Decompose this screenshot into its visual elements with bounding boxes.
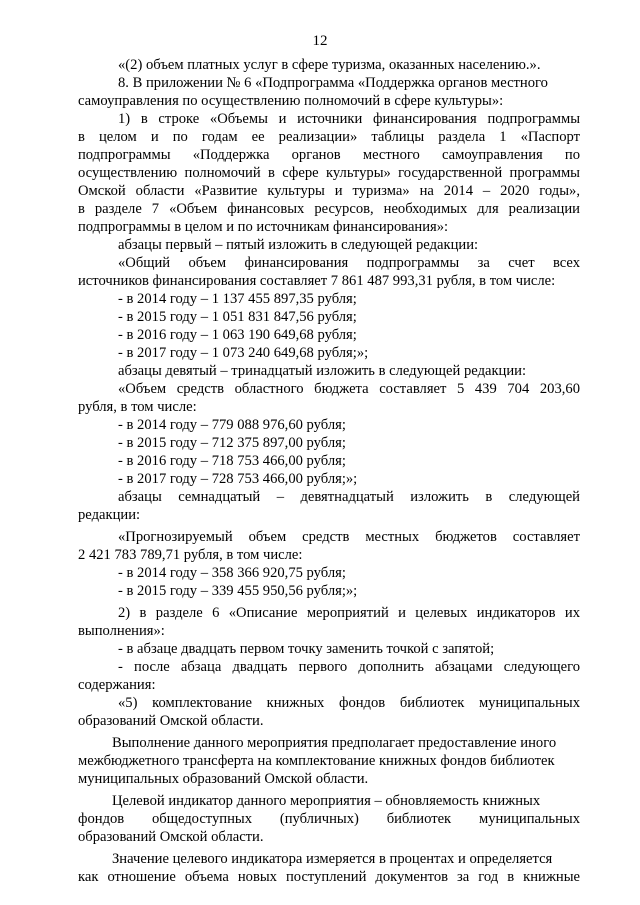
text-line: в разделе 7 «Объем финансовых ресурсов, необходимых для реализации <box>78 201 580 217</box>
text-line: самоуправления по осуществлению полномочий в сфере культуры»: <box>78 93 504 109</box>
text-line: рубля, в том числе: <box>78 399 197 415</box>
text-line: - после абзаца двадцать первого дополнить абзацами следующего <box>118 659 580 675</box>
text-line: Значение целевого индикатора измеряется в процентах и определяется <box>112 851 553 867</box>
text-line: - в 2017 году – 1 073 240 649,68 рубля;»; <box>118 345 369 361</box>
text-line: выполнения»: <box>78 623 165 639</box>
text-line: «5) комплектование книжных фондов библиотек муниципальных <box>118 695 580 711</box>
text-line: 1) в строке «Объемы и источники финансирования подпрограммы <box>118 111 580 127</box>
text-line: - в 2016 году – 718 753 466,00 рубля; <box>118 453 346 469</box>
text-line: абзацы семнадцатый – девятнадцатый изложить в следующей <box>118 489 580 505</box>
text-line: Целевой индикатор данного мероприятия – обновляемость книжных <box>112 793 541 809</box>
text-line: редакции: <box>78 507 141 523</box>
text-line: - в 2014 году – 1 137 455 897,35 рубля; <box>118 291 357 307</box>
text-line: образований Омской области. <box>78 829 264 845</box>
text-line: «Общий объем финансирования подпрограммы за счет всех <box>118 255 580 271</box>
text-line: «Прогнозируемый объем средств местных бюджетов составляет <box>118 529 580 545</box>
page-number: 12 <box>312 33 328 49</box>
text-line: абзацы первый – пятый изложить в следующей редакции: <box>118 237 479 253</box>
text-line: - в 2014 году – 358 366 920,75 рубля; <box>118 565 346 581</box>
text-line: образований Омской области. <box>78 713 264 729</box>
text-line: как отношение объема новых поступлений документов за год в книжные <box>78 869 580 885</box>
text-line: - в 2016 году – 1 063 190 649,68 рубля; <box>118 327 357 343</box>
text-line: муниципальных образований Омской области. <box>78 771 369 787</box>
text-line: - в абзаце двадцать первом точку заменить точкой с запятой; <box>118 641 495 657</box>
text-line: осуществлению полномочий в сфере культуры» государственной программы <box>78 165 580 181</box>
text-line: подпрограммы «Поддержка органов местного самоуправления по <box>78 147 580 163</box>
text-line: источников финансирования составляет 7 861 487 993,31 рубля, в том числе: <box>78 273 556 289</box>
text-line: «(2) объем платных услуг в сфере туризма, оказанных населению.». <box>118 57 541 73</box>
text-line: абзацы девятый – тринадцатый изложить в следующей редакции: <box>118 363 527 379</box>
text-line: Омской области «Развитие культуры и туризма» на 2014 – 2020 годы», <box>78 183 580 199</box>
text-line: Выполнение данного мероприятия предполагает предоставление иного <box>112 735 557 751</box>
text-line: - в 2017 году – 728 753 466,00 рубля;»; <box>118 471 358 487</box>
text-line: 2 421 783 789,71 рубля, в том числе: <box>78 547 303 563</box>
text-line: - в 2015 году – 1 051 831 847,56 рубля; <box>118 309 357 325</box>
text-line: - в 2015 году – 712 375 897,00 рубля; <box>118 435 346 451</box>
text-line: 8. В приложении № 6 «Подпрограмма «Поддержка органов местного <box>118 75 548 91</box>
text-line: «Объем средств областного бюджета составляет 5 439 704 203,60 <box>118 381 580 397</box>
text-line: фондов общедоступных (публичных) библиотек муниципальных <box>78 811 580 827</box>
text-line: подпрограммы в целом и по источникам финансирования»: <box>78 219 449 235</box>
text-line: - в 2015 году – 339 455 950,56 рубля;»; <box>118 583 358 599</box>
text-line: - в 2014 году – 779 088 976,60 рубля; <box>118 417 346 433</box>
document-body <box>78 56 580 886</box>
text-line: межбюджетного трансферта на комплектование книжных фондов библиотек <box>78 753 555 769</box>
text-line: содержания: <box>78 677 156 693</box>
text-line: в целом и по годам ее реализации» таблицы раздела 1 «Паспорт <box>78 129 580 145</box>
text-line: 2) в разделе 6 «Описание мероприятий и целевых индикаторов их <box>118 605 580 621</box>
